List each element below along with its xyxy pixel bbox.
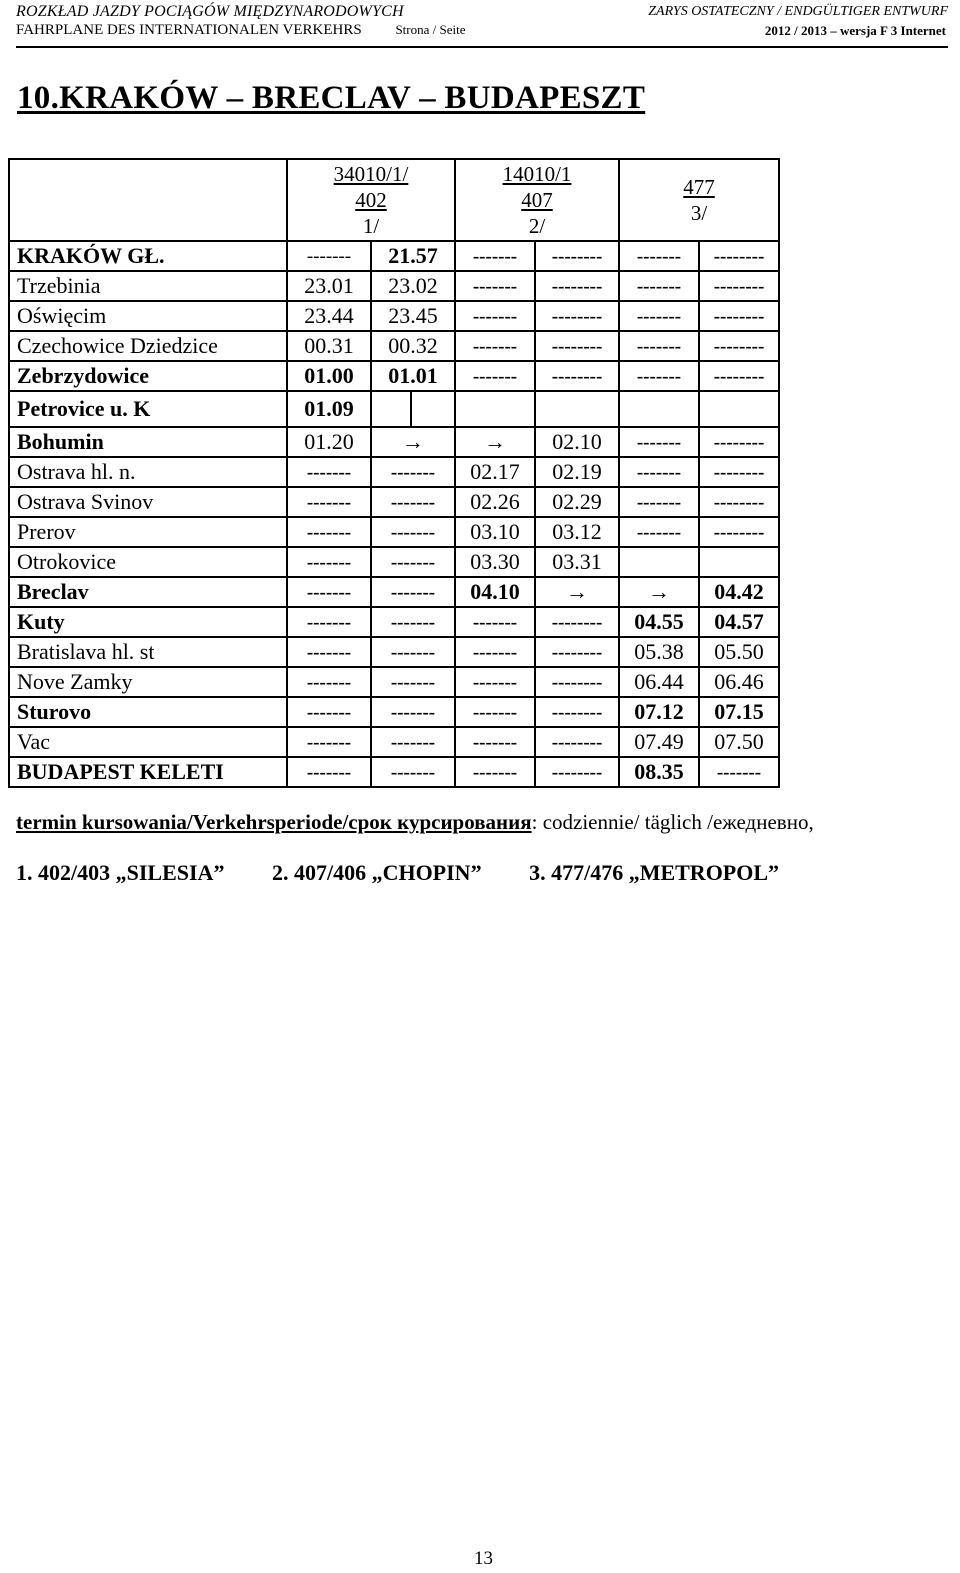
table-row (9, 487, 779, 517)
border-crossing-marker (371, 391, 455, 427)
time-cell (619, 427, 699, 457)
time-value: -------- (713, 366, 765, 387)
time-cell (455, 301, 535, 331)
time-value: -------- (551, 762, 603, 783)
station-name: Oświęcim (9, 301, 287, 331)
time-value: ------- (716, 762, 762, 783)
time-value: ------- (306, 492, 352, 513)
train-3-number: 477 (683, 175, 715, 199)
station-name: Ostrava Svinov (9, 487, 287, 517)
train-note-2: 2. 407/406 „CHOPIN” (271, 860, 482, 885)
time-value: -------- (713, 522, 765, 543)
time-cell (455, 637, 535, 667)
time-value: -------- (713, 306, 765, 327)
time-cell: 06.46 (699, 667, 779, 697)
time-value: ------- (472, 702, 518, 723)
header-left-line2 (16, 22, 466, 39)
time-cell: 07.49 (619, 727, 699, 757)
time-value: ------- (472, 672, 518, 693)
time-value: ------- (472, 306, 518, 327)
time-cell (619, 517, 699, 547)
time-cell (699, 361, 779, 391)
time-value: ------- (306, 462, 352, 483)
station-name: Bratislava hl. st (9, 637, 287, 667)
time-value: ------- (472, 642, 518, 663)
time-value: -------- (713, 246, 765, 267)
time-cell: 07.50 (699, 727, 779, 757)
time-value: ------- (306, 582, 352, 603)
time-cell (535, 331, 619, 361)
time-cell (619, 457, 699, 487)
header-corner-cell (9, 159, 287, 241)
page-title: 10.KRAKÓW – BRECLAV – BUDAPESZT (17, 80, 646, 116)
time-value: ------- (636, 336, 682, 357)
time-value: ------- (472, 612, 518, 633)
time-value: ------- (390, 582, 436, 603)
time-cell (535, 361, 619, 391)
station-name: Petrovice u. K (9, 391, 287, 427)
time-cell (699, 517, 779, 547)
time-value: ------- (472, 366, 518, 387)
station-name: Sturovo (9, 697, 287, 727)
time-cell (455, 727, 535, 757)
arrow-right-icon: → (619, 577, 699, 607)
time-cell (699, 757, 779, 787)
time-value: -------- (551, 612, 603, 633)
time-value: ------- (390, 522, 436, 543)
time-cell: 23.44 (287, 301, 371, 331)
time-cell (455, 667, 535, 697)
time-cell: 23.01 (287, 271, 371, 301)
time-value: ------- (390, 642, 436, 663)
time-cell: 07.15 (699, 697, 779, 727)
time-cell (287, 517, 371, 547)
time-cell: 02.29 (535, 487, 619, 517)
time-cell (535, 727, 619, 757)
time-value: -------- (551, 336, 603, 357)
time-cell (287, 577, 371, 607)
time-value: ------- (472, 246, 518, 267)
time-value: ------- (390, 672, 436, 693)
time-value: ------- (306, 612, 352, 633)
train-number-row (9, 159, 779, 241)
time-cell (371, 607, 455, 637)
time-cell (455, 607, 535, 637)
table-row (9, 517, 779, 547)
time-value: -------- (713, 336, 765, 357)
time-value: -------- (551, 306, 603, 327)
time-cell (287, 547, 371, 577)
time-cell (287, 607, 371, 637)
table-row (9, 757, 779, 787)
train-1-note: 1/ (362, 214, 380, 238)
station-name: Otrokovice (9, 547, 287, 577)
time-cell (535, 667, 619, 697)
header-left-line1: ROZKŁAD JAZDY POCIĄGÓW MIĘDZYNARODOWYCH (16, 3, 404, 20)
time-value: ------- (306, 642, 352, 663)
station-name: Vac (9, 727, 287, 757)
time-cell (535, 637, 619, 667)
table-row (9, 271, 779, 301)
time-cell (699, 427, 779, 457)
time-cell (371, 517, 455, 547)
time-cell (287, 457, 371, 487)
train-3-header (619, 159, 779, 241)
time-cell: 02.17 (455, 457, 535, 487)
time-value: ------- (472, 276, 518, 297)
train-1-number: 34010/1/ (333, 162, 409, 186)
time-cell (535, 697, 619, 727)
time-cell (535, 301, 619, 331)
arrow-right-icon: → (455, 427, 535, 457)
time-cell: 23.45 (371, 301, 455, 331)
time-cell: 03.10 (455, 517, 535, 547)
train-1-header (287, 159, 455, 241)
train-note-1: 1. 402/403 „SILESIA” (16, 860, 225, 885)
train-2-number-2: 407 (521, 188, 553, 212)
time-cell: 06.44 (619, 667, 699, 697)
time-cell (371, 637, 455, 667)
time-cell: 01.00 (287, 361, 371, 391)
time-cell: 05.38 (619, 637, 699, 667)
time-cell: 05.50 (699, 637, 779, 667)
time-cell (371, 457, 455, 487)
time-cell (619, 271, 699, 301)
time-value: -------- (713, 492, 765, 513)
time-value: ------- (636, 366, 682, 387)
time-cell: 01.20 (287, 427, 371, 457)
time-cell (699, 391, 779, 427)
arrow-right-icon: → (371, 427, 455, 457)
time-cell (619, 487, 699, 517)
table-row (9, 391, 779, 427)
time-cell (371, 487, 455, 517)
train-2-header (455, 159, 619, 241)
time-value: ------- (306, 522, 352, 543)
page-number: 13 (474, 1548, 493, 1569)
station-name: KRAKÓW GŁ. (9, 241, 287, 271)
time-cell: 03.12 (535, 517, 619, 547)
train-2-number: 14010/1 (502, 162, 572, 186)
station-name: Nove Zamky (9, 667, 287, 697)
station-name: Zebrzydowice (9, 361, 287, 391)
time-value: ------- (390, 732, 436, 753)
time-cell (699, 487, 779, 517)
time-cell (699, 241, 779, 271)
table-row (9, 547, 779, 577)
time-value: -------- (551, 246, 603, 267)
station-name: Bohumin (9, 427, 287, 457)
time-value: ------- (472, 336, 518, 357)
time-cell: 04.55 (619, 607, 699, 637)
time-cell (287, 487, 371, 517)
time-cell (535, 271, 619, 301)
time-cell (699, 457, 779, 487)
time-value: ------- (636, 276, 682, 297)
train-3-note: 3/ (690, 201, 708, 225)
table-row (9, 301, 779, 331)
table-row (9, 361, 779, 391)
time-cell (619, 301, 699, 331)
time-cell: 04.42 (699, 577, 779, 607)
time-cell (371, 697, 455, 727)
table-row (9, 241, 779, 271)
table-row (9, 607, 779, 637)
time-cell (371, 757, 455, 787)
time-value: ------- (472, 732, 518, 753)
service-period-label: termin kursowania/Verkehrsperiode/срок курсирования (16, 810, 532, 834)
service-period-value: : codziennie/ täglich /ежедневно, (531, 810, 814, 834)
train-note-3: 3. 477/476 „METROPOL” (529, 860, 780, 885)
time-value: ------- (306, 762, 352, 783)
table-row (9, 697, 779, 727)
time-cell (535, 241, 619, 271)
page-header (16, 0, 948, 48)
time-cell (455, 271, 535, 301)
time-value: ------- (636, 522, 682, 543)
time-value: -------- (713, 462, 765, 483)
border-bar (410, 392, 422, 426)
time-cell (455, 331, 535, 361)
time-cell (455, 361, 535, 391)
time-cell (455, 757, 535, 787)
timetable (8, 158, 780, 788)
time-value: -------- (713, 432, 765, 453)
table-row (9, 577, 779, 607)
time-cell (287, 637, 371, 667)
station-name: Breclav (9, 577, 287, 607)
time-cell (455, 391, 535, 427)
train-2-note: 2/ (528, 214, 546, 238)
table-row (9, 331, 779, 361)
time-value: -------- (713, 276, 765, 297)
time-cell: 03.31 (535, 547, 619, 577)
time-cell (287, 697, 371, 727)
station-name: Trzebinia (9, 271, 287, 301)
time-value: -------- (551, 702, 603, 723)
time-cell (699, 331, 779, 361)
time-cell (287, 727, 371, 757)
time-cell (371, 667, 455, 697)
time-value: ------- (306, 732, 352, 753)
time-value: ------- (390, 552, 436, 573)
time-cell (699, 547, 779, 577)
time-value: -------- (551, 366, 603, 387)
time-value: -------- (551, 276, 603, 297)
header-right-line1: ZARYS OSTATECZNY / ENDGÜLTIGER ENTWURF (648, 4, 948, 19)
time-cell (535, 757, 619, 787)
time-value: ------- (306, 552, 352, 573)
table-row (9, 727, 779, 757)
time-value: ------- (306, 702, 352, 723)
time-cell (535, 391, 619, 427)
time-cell (619, 361, 699, 391)
station-name: Prerov (9, 517, 287, 547)
arrow-right-icon: → (535, 577, 619, 607)
time-cell (619, 241, 699, 271)
station-name: Kuty (9, 607, 287, 637)
time-cell: 23.02 (371, 271, 455, 301)
time-cell: 04.10 (455, 577, 535, 607)
time-cell: 03.30 (455, 547, 535, 577)
time-value: ------- (636, 462, 682, 483)
time-value: ------- (306, 672, 352, 693)
time-cell (699, 271, 779, 301)
time-value: ------- (390, 492, 436, 513)
time-value: ------- (636, 492, 682, 513)
time-value: ------- (472, 762, 518, 783)
time-cell (535, 607, 619, 637)
time-cell: 08.35 (619, 757, 699, 787)
time-cell: 02.19 (535, 457, 619, 487)
station-name: BUDAPEST KELETI (9, 757, 287, 787)
time-cell (619, 391, 699, 427)
table-row (9, 457, 779, 487)
station-name: Czechowice Dziedzice (9, 331, 287, 361)
time-cell: 02.10 (535, 427, 619, 457)
header-right-line2: 2012 / 2013 – wersja F 3 Internet (764, 23, 946, 38)
train-notes (16, 860, 821, 886)
time-cell: 00.32 (371, 331, 455, 361)
time-value: ------- (390, 612, 436, 633)
time-cell (371, 547, 455, 577)
time-value: ------- (390, 462, 436, 483)
time-cell (619, 547, 699, 577)
time-cell: 02.26 (455, 487, 535, 517)
time-cell (287, 757, 371, 787)
time-value: ------- (390, 702, 436, 723)
train-1-number-2: 402 (355, 188, 387, 212)
time-cell (455, 241, 535, 271)
time-value: -------- (551, 732, 603, 753)
time-value: ------- (636, 246, 682, 267)
time-value: ------- (390, 762, 436, 783)
time-cell: 00.31 (287, 331, 371, 361)
time-cell (287, 241, 371, 271)
time-cell: 01.09 (287, 391, 371, 427)
station-name: Ostrava hl. n. (9, 457, 287, 487)
header-strona: Strona / Seite (395, 22, 466, 37)
time-cell: 21.57 (371, 241, 455, 271)
time-cell (699, 301, 779, 331)
table-row (9, 427, 779, 457)
header-left-line2-text: FAHRPLANE DES INTERNATIONALEN VERKEHRS (16, 22, 362, 38)
time-value: ------- (306, 246, 352, 267)
time-cell (619, 331, 699, 361)
time-cell (371, 577, 455, 607)
time-cell: 01.01 (371, 361, 455, 391)
time-cell (287, 667, 371, 697)
table-row (9, 637, 779, 667)
time-value: -------- (551, 672, 603, 693)
time-cell (371, 727, 455, 757)
time-cell: 07.12 (619, 697, 699, 727)
table-row (9, 667, 779, 697)
service-period (16, 810, 814, 835)
time-value: ------- (636, 432, 682, 453)
time-cell: 04.57 (699, 607, 779, 637)
time-value: -------- (551, 642, 603, 663)
time-cell (455, 697, 535, 727)
time-value: ------- (636, 306, 682, 327)
